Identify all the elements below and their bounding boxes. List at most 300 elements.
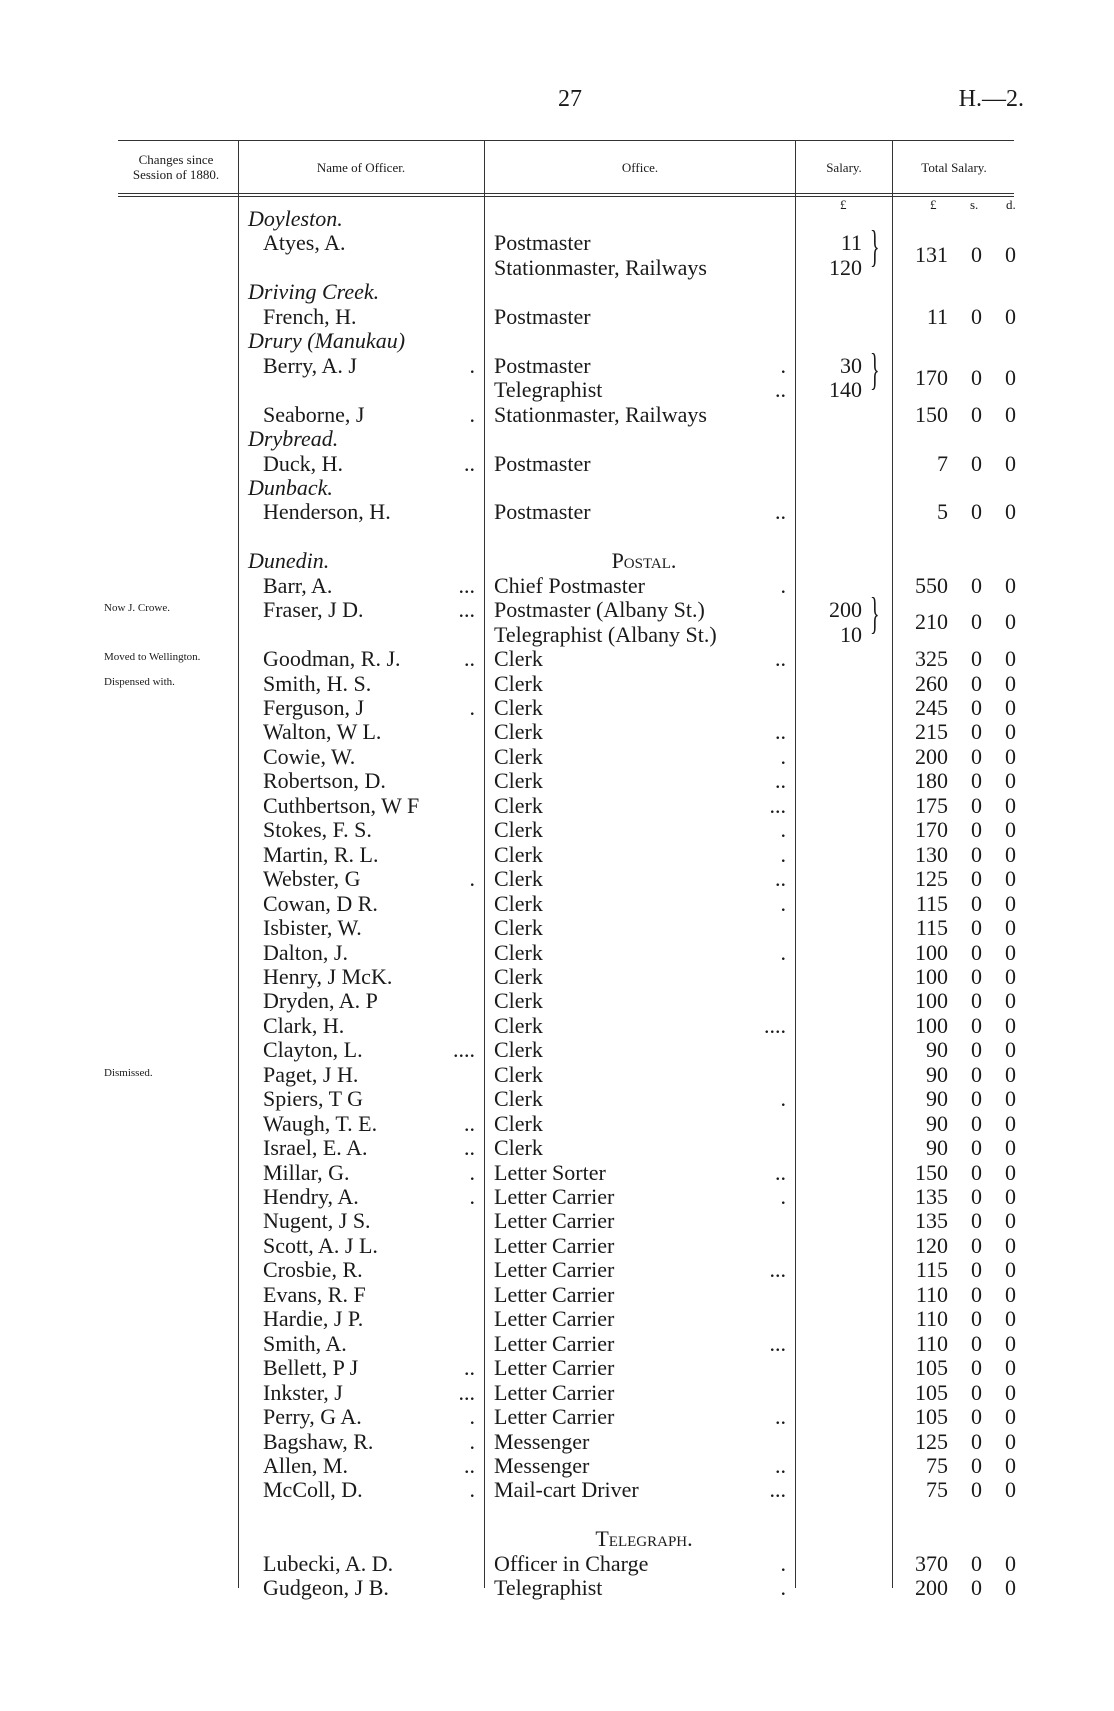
office-leader: .. bbox=[775, 1404, 786, 1429]
total-pounds: 110 bbox=[915, 1306, 948, 1331]
section-heading: Telegraph. bbox=[595, 1526, 693, 1551]
total-pounds: 75 bbox=[926, 1477, 948, 1502]
table-row bbox=[0, 1307, 1114, 1331]
officer-name: Atyes, A. bbox=[263, 230, 346, 255]
office-leader: . bbox=[780, 842, 786, 867]
total-shillings: 0 bbox=[971, 940, 982, 965]
total-shillings: 0 bbox=[971, 304, 982, 329]
office-leader: .... bbox=[764, 1013, 786, 1038]
total-pounds: 215 bbox=[915, 719, 948, 744]
total-pence: 0 bbox=[1005, 964, 1016, 989]
total-shillings: 0 bbox=[971, 1429, 982, 1454]
salary-amount: 120 bbox=[829, 255, 862, 280]
table-row bbox=[0, 305, 1114, 329]
total-shillings: 0 bbox=[971, 1208, 982, 1233]
total-pounds: 75 bbox=[926, 1453, 948, 1478]
officer-name: McColl, D. bbox=[263, 1477, 363, 1502]
table-row bbox=[0, 1478, 1114, 1502]
office-leader: ... bbox=[769, 1331, 786, 1356]
office-leader: . bbox=[780, 940, 786, 965]
office-leader: . bbox=[780, 891, 786, 916]
total-shillings: 0 bbox=[971, 1282, 982, 1307]
total-shillings: 0 bbox=[971, 573, 982, 598]
table-row bbox=[0, 720, 1114, 744]
office-leader: .. bbox=[775, 499, 786, 524]
section-row bbox=[0, 207, 1114, 231]
officer-name: Crosbie, R. bbox=[263, 1257, 363, 1282]
office-leader: .. bbox=[775, 1160, 786, 1185]
name-leader: ... bbox=[458, 573, 475, 598]
total-shillings: 0 bbox=[971, 1160, 982, 1185]
officer-name: Hardie, J P. bbox=[263, 1306, 364, 1331]
total-pounds: 90 bbox=[926, 1135, 948, 1160]
combined-total-row bbox=[0, 610, 1114, 634]
office-leader: .. bbox=[775, 768, 786, 793]
officer-name: Waugh, T. E. bbox=[263, 1111, 378, 1136]
officer-name: Gudgeon, J B. bbox=[263, 1575, 389, 1600]
office-title: Letter Carrier bbox=[494, 1380, 615, 1405]
total-pence: 0 bbox=[1005, 1135, 1016, 1160]
total-shillings: 0 bbox=[971, 1575, 982, 1600]
office-title: Telegraphist (Albany St.) bbox=[494, 622, 717, 647]
header-total-salary: Total Salary. bbox=[921, 160, 987, 175]
total-pounds: 550 bbox=[915, 573, 948, 598]
officer-name: Cuthbertson, W F bbox=[263, 793, 420, 818]
salary-brace: } bbox=[870, 345, 880, 394]
total-pounds: 180 bbox=[915, 768, 948, 793]
officer-name: Henderson, H. bbox=[263, 499, 391, 524]
section-row bbox=[0, 427, 1114, 451]
table-row bbox=[0, 1161, 1114, 1185]
total-shillings: 0 bbox=[971, 915, 982, 940]
total-pence: 0 bbox=[1005, 499, 1016, 524]
table-row bbox=[0, 574, 1114, 598]
office-leader: ... bbox=[769, 1477, 786, 1502]
office-title: Clerk bbox=[494, 915, 543, 940]
office-title: Letter Carrier bbox=[494, 1233, 615, 1258]
combined-total-row bbox=[0, 366, 1114, 390]
table-row bbox=[0, 941, 1114, 965]
officer-name: Walton, W L. bbox=[263, 719, 382, 744]
table-row bbox=[0, 1258, 1114, 1282]
name-leader: . bbox=[469, 695, 475, 720]
salary-brace: } bbox=[870, 589, 880, 638]
office-leader: . bbox=[780, 1086, 786, 1111]
office-title: Postmaster bbox=[494, 353, 591, 378]
total-pounds: 110 bbox=[915, 1331, 948, 1356]
total-shillings: 0 bbox=[971, 891, 982, 916]
office-title: Messenger bbox=[494, 1429, 590, 1454]
total-shillings: 0 bbox=[971, 451, 982, 476]
table-row bbox=[0, 1283, 1114, 1307]
officer-name: Dalton, J. bbox=[263, 940, 348, 965]
office-title: Postmaster bbox=[494, 451, 591, 476]
table-row bbox=[0, 1576, 1114, 1600]
total-pence: 0 bbox=[1005, 573, 1016, 598]
total-pence: 0 bbox=[1005, 842, 1016, 867]
total-pounds: 200 bbox=[915, 744, 948, 769]
office-leader: ... bbox=[769, 793, 786, 818]
total-pounds: 115 bbox=[915, 891, 948, 916]
total-pence: 0 bbox=[1005, 1086, 1016, 1111]
officer-name: Bagshaw, R. bbox=[263, 1429, 374, 1454]
total-pence: 0 bbox=[1005, 719, 1016, 744]
office-title: Postmaster bbox=[494, 304, 591, 329]
total-pounds: 125 bbox=[915, 1429, 948, 1454]
officer-name: Scott, A. J L. bbox=[263, 1233, 378, 1258]
table-row bbox=[0, 794, 1114, 818]
total-shillings: 0 bbox=[971, 646, 982, 671]
officer-name: Martin, R. L. bbox=[263, 842, 379, 867]
office-leader: . bbox=[780, 1184, 786, 1209]
total-pounds: 5 bbox=[937, 499, 948, 524]
office-title: Telegraphist bbox=[494, 377, 603, 402]
officer-name: Ferguson, J bbox=[263, 695, 365, 720]
location-heading: Driving Creek. bbox=[248, 279, 380, 304]
header-name: Name of Officer. bbox=[316, 160, 406, 175]
total-pounds: 115 bbox=[915, 915, 948, 940]
total-pounds: 325 bbox=[915, 646, 948, 671]
table-row bbox=[0, 1454, 1114, 1478]
office-title: Messenger bbox=[494, 1453, 590, 1478]
officer-name: Clayton, L. bbox=[263, 1037, 363, 1062]
section-row bbox=[0, 280, 1114, 304]
total-pence: 0 bbox=[1005, 242, 1016, 267]
table-row bbox=[0, 965, 1114, 989]
location-heading: Dunback. bbox=[248, 475, 333, 500]
officer-name: Nugent, J S. bbox=[263, 1208, 371, 1233]
name-leader: .. bbox=[464, 646, 475, 671]
officer-name: Inkster, J bbox=[263, 1380, 343, 1405]
name-leader: . bbox=[469, 1477, 475, 1502]
total-pence: 0 bbox=[1005, 1306, 1016, 1331]
change-note: Now J. Crowe. bbox=[104, 602, 170, 614]
change-note: Dismissed. bbox=[104, 1067, 153, 1079]
office-title: Letter Carrier bbox=[494, 1355, 615, 1380]
total-unit-shillings: s. bbox=[970, 197, 979, 212]
table-row bbox=[0, 818, 1114, 842]
office-leader: .. bbox=[775, 646, 786, 671]
office-title: Letter Carrier bbox=[494, 1208, 615, 1233]
total-pounds: 135 bbox=[915, 1184, 948, 1209]
total-shillings: 0 bbox=[971, 499, 982, 524]
salary-amount: 11 bbox=[840, 230, 862, 255]
total-pounds: 131 bbox=[915, 242, 948, 267]
officer-name: Dryden, A. P bbox=[263, 988, 378, 1013]
total-pounds: 120 bbox=[915, 1233, 948, 1258]
officer-name: Goodman, R. J. bbox=[263, 646, 401, 671]
officer-name: Paget, J H. bbox=[263, 1062, 359, 1087]
total-shillings: 0 bbox=[971, 365, 982, 390]
office-title: Letter Carrier bbox=[494, 1331, 615, 1356]
officer-name: French, H. bbox=[263, 304, 357, 329]
total-shillings: 0 bbox=[971, 793, 982, 818]
officer-name: Spiers, T G bbox=[263, 1086, 364, 1111]
office-title: Clerk bbox=[494, 866, 543, 891]
total-pounds: 90 bbox=[926, 1111, 948, 1136]
officer-name: Perry, G A. bbox=[263, 1404, 362, 1429]
salary-amount: 200 bbox=[829, 597, 862, 622]
office-title: Chief Postmaster bbox=[494, 573, 645, 598]
office-title: Stationmaster, Railways bbox=[494, 255, 707, 280]
total-pence: 0 bbox=[1005, 744, 1016, 769]
total-pence: 0 bbox=[1005, 1160, 1016, 1185]
office-title: Clerk bbox=[494, 1062, 543, 1087]
office-title: Clerk bbox=[494, 768, 543, 793]
office-title: Letter Carrier bbox=[494, 1306, 615, 1331]
table-row bbox=[0, 1356, 1114, 1380]
name-leader: . bbox=[469, 1160, 475, 1185]
total-shillings: 0 bbox=[971, 1257, 982, 1282]
officer-name: Cowan, D R. bbox=[263, 891, 378, 916]
officer-name: Clark, H. bbox=[263, 1013, 345, 1038]
officer-name: Smith, A. bbox=[263, 1331, 347, 1356]
total-pence: 0 bbox=[1005, 1355, 1016, 1380]
office-title: Clerk bbox=[494, 744, 543, 769]
officer-name: Lubecki, A. D. bbox=[263, 1551, 394, 1576]
total-shillings: 0 bbox=[971, 719, 982, 744]
name-leader: .. bbox=[464, 1111, 475, 1136]
officer-name: Israel, E. A. bbox=[263, 1135, 368, 1160]
total-pounds: 175 bbox=[915, 793, 948, 818]
total-pounds: 245 bbox=[915, 695, 948, 720]
table-row bbox=[0, 500, 1114, 524]
total-shillings: 0 bbox=[971, 866, 982, 891]
office-leader: . bbox=[780, 744, 786, 769]
location-heading: Dunedin. bbox=[248, 548, 330, 573]
office-title: Clerk bbox=[494, 842, 543, 867]
total-pence: 0 bbox=[1005, 1208, 1016, 1233]
total-shillings: 0 bbox=[971, 1551, 982, 1576]
location-heading: Doyleston. bbox=[248, 206, 343, 231]
table-row bbox=[0, 1381, 1114, 1405]
office-title: Clerk bbox=[494, 1086, 543, 1111]
section-row bbox=[0, 1527, 1114, 1551]
total-pence: 0 bbox=[1005, 866, 1016, 891]
total-pounds: 90 bbox=[926, 1062, 948, 1087]
total-pence: 0 bbox=[1005, 451, 1016, 476]
total-shillings: 0 bbox=[971, 842, 982, 867]
total-shillings: 0 bbox=[971, 1062, 982, 1087]
officer-name: Bellett, P J bbox=[263, 1355, 359, 1380]
total-pounds: 150 bbox=[915, 1160, 948, 1185]
office-title: Clerk bbox=[494, 1013, 543, 1038]
header-office: Office. bbox=[621, 160, 659, 175]
total-pounds: 90 bbox=[926, 1086, 948, 1111]
table-row bbox=[0, 647, 1114, 671]
total-pounds: 130 bbox=[915, 842, 948, 867]
total-pounds: 105 bbox=[915, 1380, 948, 1405]
officer-name: Hendry, A. bbox=[263, 1184, 359, 1209]
total-shillings: 0 bbox=[971, 1477, 982, 1502]
office-title: Clerk bbox=[494, 695, 543, 720]
office-title: Letter Carrier bbox=[494, 1257, 615, 1282]
total-pence: 0 bbox=[1005, 1331, 1016, 1356]
table-row bbox=[0, 769, 1114, 793]
total-pence: 0 bbox=[1005, 1404, 1016, 1429]
table-row bbox=[0, 1014, 1114, 1038]
office-leader: . bbox=[780, 1575, 786, 1600]
officer-name: Robertson, D. bbox=[263, 768, 386, 793]
table-row bbox=[0, 1430, 1114, 1454]
officer-name: Stokes, F. S. bbox=[263, 817, 372, 842]
table-row bbox=[0, 1136, 1114, 1160]
total-pence: 0 bbox=[1005, 1575, 1016, 1600]
total-pence: 0 bbox=[1005, 365, 1016, 390]
total-pounds: 7 bbox=[937, 451, 948, 476]
name-leader: .. bbox=[464, 1355, 475, 1380]
total-pounds: 200 bbox=[915, 1575, 948, 1600]
table-row bbox=[0, 745, 1114, 769]
table-row bbox=[0, 672, 1114, 696]
table-row bbox=[0, 452, 1114, 476]
table-row bbox=[0, 1552, 1114, 1576]
total-shillings: 0 bbox=[971, 1380, 982, 1405]
table-row bbox=[0, 843, 1114, 867]
name-leader: . bbox=[469, 353, 475, 378]
name-leader: ... bbox=[458, 1380, 475, 1405]
section-row bbox=[0, 549, 1114, 573]
total-shillings: 0 bbox=[971, 1453, 982, 1478]
office-leader: . bbox=[780, 353, 786, 378]
document-reference: H.—2. bbox=[958, 86, 1024, 112]
name-leader: .. bbox=[464, 1135, 475, 1160]
total-pounds: 110 bbox=[915, 1282, 948, 1307]
office-title: Letter Carrier bbox=[494, 1404, 615, 1429]
total-shillings: 0 bbox=[971, 1111, 982, 1136]
total-pence: 0 bbox=[1005, 1477, 1016, 1502]
total-shillings: 0 bbox=[971, 1306, 982, 1331]
total-shillings: 0 bbox=[971, 744, 982, 769]
office-title: Letter Carrier bbox=[494, 1282, 615, 1307]
table-row bbox=[0, 916, 1114, 940]
total-pence: 0 bbox=[1005, 1037, 1016, 1062]
section-row bbox=[0, 476, 1114, 500]
office-leader: .. bbox=[775, 377, 786, 402]
total-shillings: 0 bbox=[971, 817, 982, 842]
officer-name: Millar, G. bbox=[263, 1160, 350, 1185]
table-row bbox=[0, 892, 1114, 916]
total-shillings: 0 bbox=[971, 1037, 982, 1062]
officer-name: Berry, A. J bbox=[263, 353, 357, 378]
section-row bbox=[0, 329, 1114, 353]
office-title: Mail-cart Driver bbox=[494, 1477, 639, 1502]
total-pounds: 115 bbox=[915, 1257, 948, 1282]
table-row bbox=[0, 867, 1114, 891]
total-shillings: 0 bbox=[971, 1233, 982, 1258]
total-pence: 0 bbox=[1005, 940, 1016, 965]
total-pence: 0 bbox=[1005, 768, 1016, 793]
office-title: Clerk bbox=[494, 793, 543, 818]
table-row bbox=[0, 1332, 1114, 1356]
location-heading: Drybread. bbox=[248, 426, 339, 451]
total-shillings: 0 bbox=[971, 402, 982, 427]
total-pence: 0 bbox=[1005, 304, 1016, 329]
total-pounds: 100 bbox=[915, 1013, 948, 1038]
total-pence: 0 bbox=[1005, 915, 1016, 940]
spacer-row bbox=[0, 525, 1114, 549]
total-pence: 0 bbox=[1005, 1062, 1016, 1087]
total-pence: 0 bbox=[1005, 817, 1016, 842]
total-pence: 0 bbox=[1005, 671, 1016, 696]
officer-name: Smith, H. S. bbox=[263, 671, 372, 696]
salary-amount: 10 bbox=[840, 622, 862, 647]
salary-amount: 30 bbox=[840, 353, 862, 378]
total-pence: 0 bbox=[1005, 1013, 1016, 1038]
total-pence: 0 bbox=[1005, 1551, 1016, 1576]
total-pounds: 135 bbox=[915, 1208, 948, 1233]
salary-brace: } bbox=[870, 222, 880, 271]
total-shillings: 0 bbox=[971, 671, 982, 696]
salary-amount: 140 bbox=[829, 377, 862, 402]
combined-total-row bbox=[0, 243, 1114, 267]
total-pounds: 170 bbox=[915, 365, 948, 390]
officer-name: Evans, R. F bbox=[263, 1282, 366, 1307]
total-pence: 0 bbox=[1005, 988, 1016, 1013]
total-pounds: 105 bbox=[915, 1355, 948, 1380]
page-number: 27 bbox=[558, 86, 582, 112]
office-title: Clerk bbox=[494, 1111, 543, 1136]
total-pounds: 11 bbox=[926, 304, 948, 329]
total-pence: 0 bbox=[1005, 1233, 1016, 1258]
office-title: Clerk bbox=[494, 940, 543, 965]
name-leader: . bbox=[469, 866, 475, 891]
name-leader: .... bbox=[453, 1037, 475, 1062]
total-unit-pounds: £ bbox=[930, 197, 937, 212]
name-leader: . bbox=[469, 1404, 475, 1429]
office-title: Clerk bbox=[494, 646, 543, 671]
officer-name: Seaborne, J bbox=[263, 402, 365, 427]
total-pounds: 100 bbox=[915, 964, 948, 989]
name-leader: . bbox=[469, 1184, 475, 1209]
office-title: Clerk bbox=[494, 964, 543, 989]
total-shillings: 0 bbox=[971, 1086, 982, 1111]
location-heading: Drury (Manukau) bbox=[248, 328, 406, 353]
total-pence: 0 bbox=[1005, 1453, 1016, 1478]
office-title: Letter Carrier bbox=[494, 1184, 615, 1209]
officer-name: Isbister, W. bbox=[263, 915, 362, 940]
total-pence: 0 bbox=[1005, 1282, 1016, 1307]
office-leader: ... bbox=[769, 1257, 786, 1282]
total-shillings: 0 bbox=[971, 1331, 982, 1356]
total-shillings: 0 bbox=[971, 1013, 982, 1038]
change-note: Moved to Wellington. bbox=[104, 651, 201, 663]
total-shillings: 0 bbox=[971, 242, 982, 267]
office-title: Postmaster (Albany St.) bbox=[494, 597, 705, 622]
office-title: Clerk bbox=[494, 817, 543, 842]
total-pence: 0 bbox=[1005, 1429, 1016, 1454]
total-pounds: 100 bbox=[915, 940, 948, 965]
total-unit-pence: d. bbox=[1006, 197, 1016, 212]
total-shillings: 0 bbox=[971, 695, 982, 720]
total-pence: 0 bbox=[1005, 1111, 1016, 1136]
table-row bbox=[0, 1405, 1114, 1429]
total-pence: 0 bbox=[1005, 891, 1016, 916]
office-title: Postmaster bbox=[494, 230, 591, 255]
total-pounds: 260 bbox=[915, 671, 948, 696]
office-leader: .. bbox=[775, 866, 786, 891]
name-leader: .. bbox=[464, 451, 475, 476]
total-pounds: 90 bbox=[926, 1037, 948, 1062]
officer-name: Duck, H. bbox=[263, 451, 344, 476]
officer-name: Webster, G bbox=[263, 866, 361, 891]
office-leader: .. bbox=[775, 719, 786, 744]
total-shillings: 0 bbox=[971, 964, 982, 989]
total-pence: 0 bbox=[1005, 646, 1016, 671]
table-row bbox=[0, 1209, 1114, 1233]
office-title: Clerk bbox=[494, 671, 543, 696]
name-leader: . bbox=[469, 1429, 475, 1454]
